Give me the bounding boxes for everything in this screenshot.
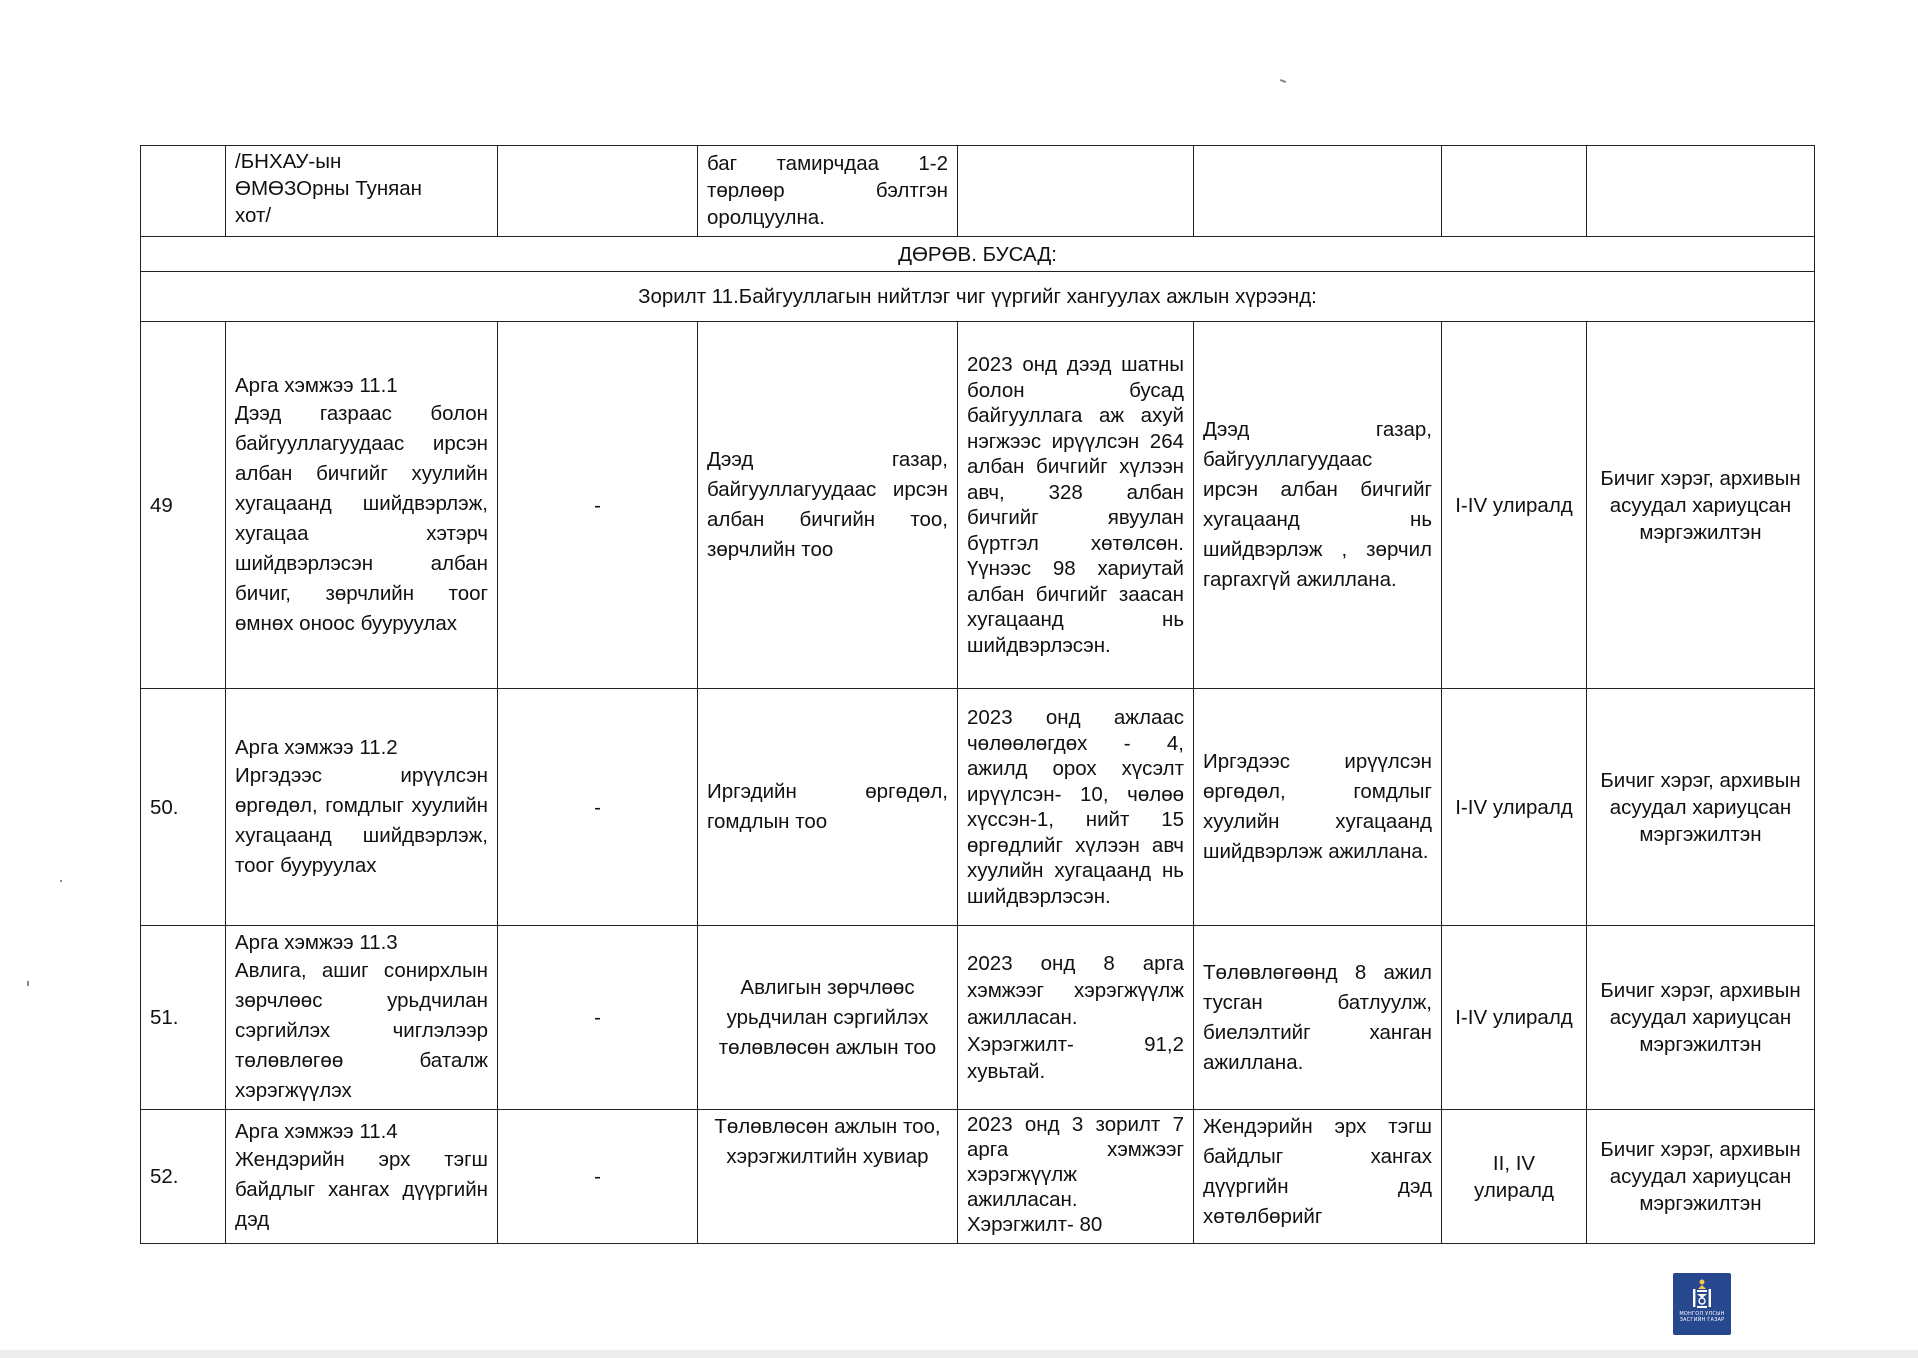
progress-cell: 2023 онд 3 зорилт 7 арга хэмжээг хэрэгжүүлж ажилласан. Хэрэгжилт- 80	[958, 1110, 1194, 1244]
measure-cell	[226, 689, 498, 926]
cell-location	[226, 146, 498, 237]
goal-title: Зорилт 11.Байгууллагын нийтлэг чиг үүргийг хангуулах ажлын хүрээнд:	[141, 272, 1815, 322]
baseline-cell: -	[498, 689, 698, 926]
measure-description: Иргэдээс ирүүлсэн өргөдөл, гомдлыг хуулийн хугацаанд шийдвэрлэж, тоог бууруулах	[235, 763, 488, 877]
cell-num	[141, 146, 226, 237]
period-cell: II, IV улиралд	[1442, 1110, 1587, 1244]
indicator-cell: Иргэдийн өргөдөл, гомдлын тоо	[698, 689, 958, 926]
baseline-cell: -	[498, 1110, 698, 1244]
section-title: ДӨРӨВ. БУСАД:	[141, 237, 1815, 272]
cell-target	[1194, 146, 1442, 237]
scan-speck	[60, 880, 62, 882]
period-cell: I-IV улиралд	[1442, 689, 1587, 926]
row-number: 49	[141, 322, 226, 689]
scan-footer-band	[0, 1350, 1918, 1358]
table-row	[141, 1110, 1815, 1244]
cell-period	[1442, 146, 1587, 237]
goal-row	[141, 272, 1815, 322]
row-number: 50.	[141, 689, 226, 926]
government-logo	[1673, 1273, 1731, 1335]
section-row	[141, 237, 1815, 272]
table-row	[141, 689, 1815, 926]
row-number: 52.	[141, 1110, 226, 1244]
location-line-2: ӨМӨЗОрны Туняан	[235, 177, 422, 200]
cell-indicator: баг тамирчдаа 1-2 төрлөөр бэлтгэн оролцуулна.	[698, 146, 958, 237]
responsible-cell: Бичиг хэрэг, архивын асуудал хариуцсан мэргэжилтэн	[1587, 689, 1815, 926]
cell-baseline	[498, 146, 698, 237]
baseline-cell: -	[498, 926, 698, 1110]
measure-cell	[226, 926, 498, 1110]
target-cell: Иргэдээс ирүүлсэн өргөдөл, гомдлыг хуулийн хугацаанд шийдвэрлэж ажиллана.	[1194, 689, 1442, 926]
target-cell: Жендэрийн эрх тэгш байдлыг хангах дүүргийн дэд хөтөлбөрийг	[1194, 1110, 1442, 1244]
action-plan-table	[140, 145, 1815, 1244]
progress-cell: 2023 онд дээд шатны болон бусад байгууллага аж ахуй нэгжээс ирүүлсэн 264 албан бичгийг хүлээн авч, 328 албан бичгийг явуулан бүртгэл хөтөлсөн. Үүнээс 98 хариутай албан бичгийг заасан хугацаанд нь шийдвэрлэсэн.	[958, 322, 1194, 689]
logo-text-1: МОНГОЛ УЛСЫН	[1679, 1311, 1725, 1317]
location-line-1: /БНХАУ-ын	[235, 150, 342, 173]
row-number: 51.	[141, 926, 226, 1110]
progress-cell: 2023 онд ажлаас чөлөөлөгдөх - 4, ажилд орох хүсэлт ирүүлсэн- 10, чөлөө хүссэн-1, нийт 15 өргөдлийг хүлээн авч хуулийн хугацаанд нь шийдвэрлэсэн.	[958, 689, 1194, 926]
soyombo-emblem-icon	[1687, 1277, 1717, 1311]
indicator-cell: Дээд газар, байгууллагуудаас ирсэн албан бичгийн тоо, зөрчлийн тоо	[698, 322, 958, 689]
measure-title: Арга хэмжээ 11.1	[235, 373, 398, 397]
measure-cell	[226, 1110, 498, 1244]
table-row	[141, 926, 1815, 1110]
measure-description: Жендэрийн эрх тэгш байдлыг хангах дүүргийн дэд	[235, 1148, 488, 1231]
scan-speck	[1280, 79, 1286, 83]
scan-speck	[27, 981, 29, 986]
period-cell: I-IV улиралд	[1442, 926, 1587, 1110]
location-line-3: хот/	[235, 204, 272, 227]
baseline-cell: -	[498, 322, 698, 689]
measure-description: Дээд газраас болон байгууллагуудаас ирсэн албан бичгийг хуулийн хугацаанд шийдвэрлэж, хугацаа хэтэрч шийдвэрлэсэн албан бичиг, зөрчлийн тоог өмнөх оноос бууруулах	[235, 401, 488, 635]
table-row	[141, 322, 1815, 689]
table-row-continued	[141, 146, 1815, 237]
responsible-cell: Бичиг хэрэг, архивын асуудал хариуцсан мэргэжилтэн	[1587, 926, 1815, 1110]
indicator-cell: Авлигын зөрчлөөс урьдчилан сэргийлэх төлөвлөсөн ажлын тоо	[698, 926, 958, 1110]
indicator-cell: Төлөвлөсөн ажлын тоо, хэрэгжилтийн хувиар	[698, 1110, 958, 1244]
measure-cell	[226, 322, 498, 689]
responsible-cell: Бичиг хэрэг, архивын асуудал хариуцсан мэргэжилтэн	[1587, 1110, 1815, 1244]
measure-title: Арга хэмжээ 11.4	[235, 1120, 398, 1143]
target-cell: Төлөвлөгөөнд 8 ажил тусган батлуулж, биелэлтийг ханган ажиллана.	[1194, 926, 1442, 1110]
target-cell: Дээд газар, байгууллагуудаас ирсэн албан бичгийг хугацаанд нь шийдвэрлэж , зөрчил гаргахгүй ажиллана.	[1194, 322, 1442, 689]
measure-description: Авлига, ашиг сонирхлын зөрчлөөс урьдчилан сэргийлэх чиглэлээр төлөвлөгөө баталж хэрэгжүүлэх	[235, 959, 488, 1102]
responsible-cell: Бичиг хэрэг, архивын асуудал хариуцсан мэргэжилтэн	[1587, 322, 1815, 689]
measure-title: Арга хэмжээ 11.3	[235, 931, 398, 954]
period-cell: I-IV улиралд	[1442, 322, 1587, 689]
measure-title: Арга хэмжээ 11.2	[235, 735, 398, 759]
progress-cell: 2023 онд 8 арга хэмжээг хэрэгжүүлж ажилласан. Хэрэгжилт- 91,2 хувьтай.	[958, 926, 1194, 1110]
cell-responsible	[1587, 146, 1815, 237]
logo-text-2: ЗАСГИЙН ГАЗАР	[1679, 1317, 1725, 1323]
cell-progress	[958, 146, 1194, 237]
